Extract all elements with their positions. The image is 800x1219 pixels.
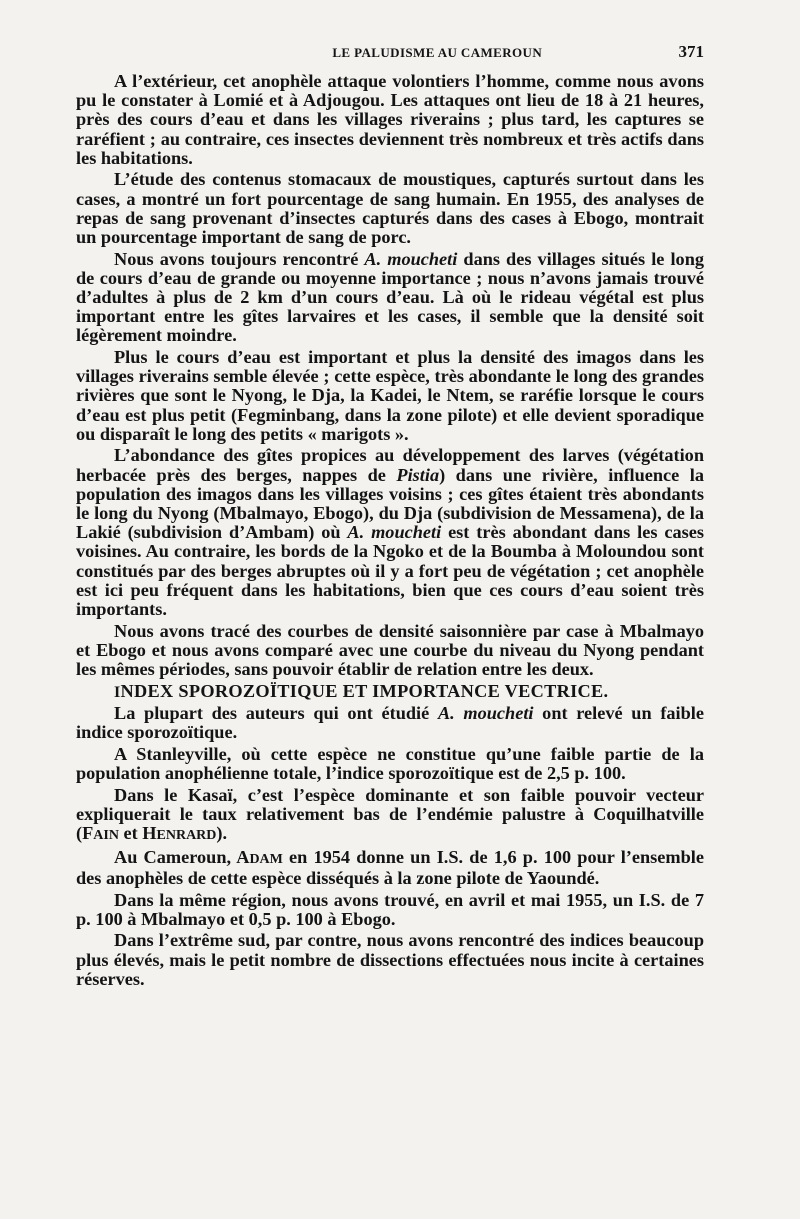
- text-run: Nous avons toujours rencontré: [114, 248, 365, 269]
- paragraph-kasai: [76, 786, 704, 846]
- species-name: A. moucheti: [364, 248, 458, 269]
- running-title: LE PALUDISME AU CAMEROUN: [332, 45, 543, 60]
- heading-rest: NDEX SPOROZOÏTIQUE ET IMPORTANCE VECTRICE.: [120, 680, 609, 701]
- author-initial: F: [82, 823, 94, 844]
- species-name: A. moucheti: [437, 703, 534, 724]
- paragraph-exterior-attacks: A l’extérieur, cet anophèle attaque volontiers l’homme, comme nous avons pu le constater à Lomié et à Adjougou. Les attaques ont lieu de 18 à 21 heures, près des cours d’eau et dans les villages riverains ; plus tard, les captures se raréfient ; au contraire, ces insectes deviennent très nombreux et très actifs dans les habitations.: [76, 71, 704, 168]
- text-run: Au Cameroun,: [114, 846, 237, 867]
- author-rest: AIN: [93, 828, 119, 844]
- body-text: [76, 72, 704, 989]
- heading-initial: I: [114, 683, 121, 701]
- paragraph-larval-sites: [76, 446, 704, 619]
- paragraph-stomach-contents: L’étude des contenus stomacaux de moustiques, capturés surtout dans les cases, a montré un fort pourcentage de sang humain. En 1955, des analyses de repas de sang provenant d’insectes capturés dans des cases à Ebogo, montrait un pourcentage important de sang de porc.: [76, 169, 704, 248]
- paragraph-same-region: Dans la même région, nous avons trouvé, en avril et mai 1955, un I.S. de 7 p. 100 à Mbalmayo et 0,5 p. 100 à Ebogo.: [76, 889, 704, 929]
- text-run: ).: [216, 823, 228, 844]
- author-rest: ENRARD: [156, 828, 217, 844]
- text-run: ont relevé un faible indice sporozoïtique.: [76, 703, 704, 743]
- text-run: est très abondant dans les cases voisines. Au contraire, les bords de la Ngoko et de la Boumba à Moloundou sont constitués par des berges abruptes où il y a fort peu de végétation ; cet anophèle est ici peu fréquent dans les habitations, bien que ces cours d’eau soient très importants.: [76, 522, 704, 620]
- text-run: et: [118, 823, 143, 844]
- text-run: La plupart des auteurs qui ont étudié: [114, 703, 438, 724]
- paragraph-seasonal-curves: Nous avons tracé des courbes de densité saisonnière par case à Mbalmayo et Ebogo et nous avons comparé avec une courbe du niveau du Nyong pendant les mêmes périodes, sans pouvoir établir de relation entre les deux.: [76, 620, 704, 680]
- page-number: 371: [678, 42, 704, 61]
- author-rest: DAM: [249, 851, 283, 867]
- text-run: L’abondance des gîtes propices au développement des larves (végétation herbacée près des berges, nappes de: [76, 445, 704, 485]
- species-name: A. moucheti: [347, 522, 442, 543]
- paragraph-extreme-south: Dans l’extrême sud, par contre, nous avons rencontré des indices beaucoup plus élevés, mais le petit nombre de dissections effectuées nous incite à certaines réserves.: [76, 930, 704, 989]
- plant-name: Pistia: [396, 464, 440, 485]
- paragraph-authors: [76, 704, 704, 742]
- text-run: ) dans une rivière, influence la population des imagos dans les villages voisins ; ces gîtes étaient très abondants le long du Nyong (Mbalmayo, Ebogo), du Dja (subdivision de Messamena), de la Lakié (subdivision d’Ambam) où: [76, 464, 704, 543]
- paragraph-stanleyville: A Stanleyville, où cette espèce ne constitue qu’une faible partie de la population anophélienne totale, l’indice sporozoïtique est de 2,5 p. 100.: [76, 744, 704, 784]
- author-initial: H: [142, 823, 157, 844]
- paragraph-cameroun: [76, 848, 704, 888]
- text-run: dans des villages situés le long de cours d’eau de grande ou moyenne importance ; nous n’avons jamais trouvé d’adultes à plus de 2 km d’un cours d’eau. Là où le rideau végétal est plus important entre les gîtes larvaires et les cases, il semble que la densité soit légèrement moindre.: [76, 248, 705, 346]
- paragraph-density-rivers: Plus le cours d’eau est important et plus la densité des imagos dans les villages riverains semble élevée ; cette espèce, très abondante le long des grandes rivières que sont le Nyong, le Dja, la Kadei, le Ntem, se raréfie lorsque le cours d’eau est plus petit (Fegminbang, dans la zone pilote) et elle devient sporadique ou disparaît le long des petits « marigots ».: [76, 347, 704, 444]
- text-run: en 1954 donne un I.S. de 1,6 p. 100 pour l’ensemble des anophèles de cette espèce disséqués à la zone pilote de Yaoundé.: [76, 846, 704, 889]
- section-heading: [76, 682, 704, 702]
- author-initial: A: [236, 846, 250, 867]
- running-head: [76, 42, 704, 62]
- paragraph-villages: [76, 250, 704, 346]
- text-run: Dans le Kasaï, c’est l’espèce dominante et son faible pouvoir vecteur expliquerait le taux relativement bas de l’endémie palustre à Coquilhatville (: [76, 784, 704, 844]
